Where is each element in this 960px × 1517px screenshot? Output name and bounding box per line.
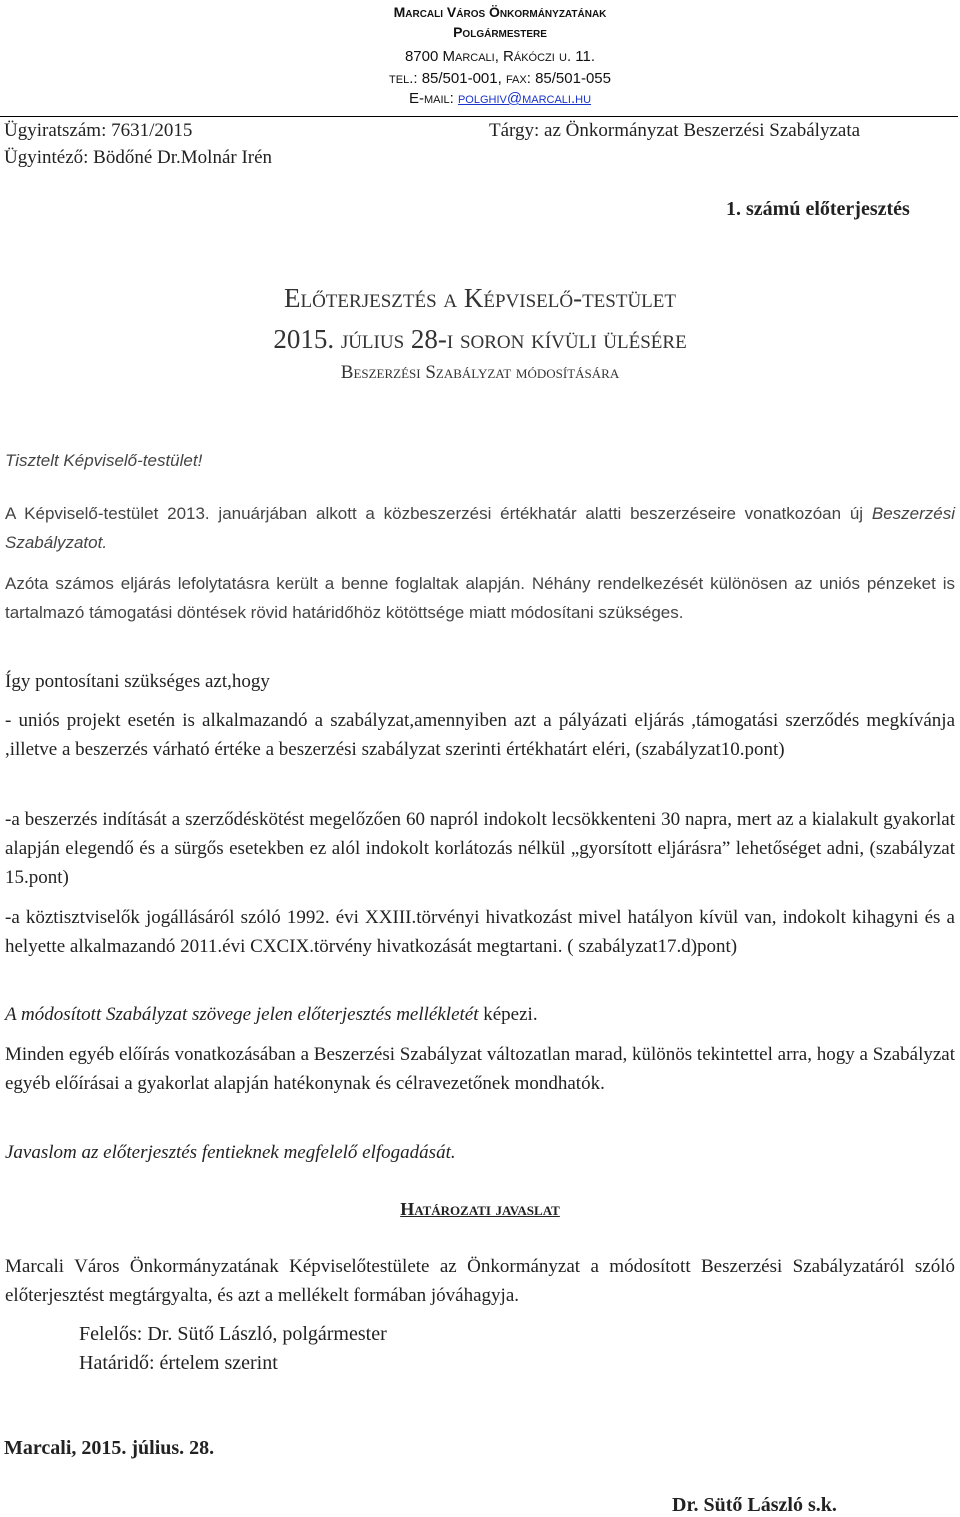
email-label: E-mail: xyxy=(408,90,458,107)
paragraph-1-text: A Képviselő-testület 2013. januárjában alkott a közbeszerzési értékhatár alatti beszerzéseire vonatkozóan új xyxy=(5,504,872,523)
letterhead-email-line xyxy=(300,90,700,107)
paragraph-8: Minden egyéb előírás vonatkozásában a Beszerzési Szabályzat változatlan marad, különös tekintettel arra, hogy a Szabályzat egyéb előírásai a gyakorlat alapján hatékonynak és célravezetőnek mondhatók. xyxy=(5,1044,955,1094)
letterhead-line2: Polgármestere xyxy=(453,24,547,40)
header-divider xyxy=(0,116,958,117)
resolution-text: Marcali Város Önkormányzatának Képviselőtestülete az Önkormányzat a módosított Beszerzési Szabályzatáról szóló előterjesztést megtárgyalta, és azt a mellékelt formában jóváhagyja. xyxy=(5,1256,955,1306)
subject: Tárgy: az Önkormányzat Beszerzési Szabályzata xyxy=(489,120,861,141)
signature: Dr. Sütő László s.k. xyxy=(672,1494,837,1516)
salutation: Tisztelt Képviselő-testület! xyxy=(5,451,203,470)
paragraph-6: -a köztisztviselők jogállásáról szóló 1992. évi XXIII.törvényi hivatkozást mivel hatályon kívül van, indokolt kihagyni és a helyette alkalmazandó 2011.évi CXCIX.törvény hivatkozását megtartani. ( szabályzat17.d)pont) xyxy=(5,907,955,957)
letterhead-contact: tel.: 85/501-001, fax: 85/501-055 xyxy=(389,70,611,87)
responsible: Felelős: Dr. Sütő László, polgármester xyxy=(79,1323,387,1345)
administrator: Ügyintéző: Bödőné Dr.Molnár Irén xyxy=(4,147,273,168)
title-line2: 2015. július 28-i soron kívüli ülésére xyxy=(273,324,687,354)
paragraph-7-italic: A módosított Szabályzat szövege jelen előterjesztés mellékletét xyxy=(5,1004,479,1025)
title-line1: Előterjesztés a Képviselő-testület xyxy=(283,283,676,313)
paragraph-5: -a beszerzés indítását a szerződéskötést megelőzően 60 napról indokolt lecsökkenteni 30 napra, mert az a kialakult gyakorlat alapján elegendő és a sürgős esetekben ez alól indokolt korlátozás nélkül „gyorsított eljárásra” lehetőséget adni, (szabályzat 15.pont) xyxy=(5,809,955,888)
email-link[interactable]: polghiv@marcali.hu xyxy=(457,90,592,107)
paragraph-1-italic: Beszerzési Szabályzatot. xyxy=(5,504,955,552)
deadline: Határidő: értelem szerint xyxy=(79,1352,278,1374)
paragraph-7-text: képezi. xyxy=(478,1004,538,1025)
proposal-number: 1. számú előterjesztés xyxy=(726,198,910,220)
paragraph-7 xyxy=(5,1000,955,1029)
paragraph-2: Azóta számos eljárás lefolytatásra került a benne foglaltak alapján. Néhány rendelkezését különösen az uniós pénzeket is tartalmazó támogatási döntések rövid határidőhöz kötöttsége miatt módosítani szükséges. xyxy=(5,574,955,622)
letterhead-address: 8700 Marcali, Rákóczi u. 11. xyxy=(404,48,596,65)
place-date: Marcali, 2015. július. 28. xyxy=(4,1437,215,1459)
paragraph-1 xyxy=(5,499,955,557)
paragraph-4: - uniós projekt esetén is alkalmazandó a szabályzat,amennyiben azt a pályázati eljárás ,támogatási szerződés megkívánja ,illetve a beszerzés várható értéke a beszerzési szabályzat szerinti értékhatárt eléri, (szabályzat10.pont) xyxy=(5,710,955,760)
resolution-heading: Határozati javaslat xyxy=(400,1199,560,1219)
title-line3: Beszerzési Szabályzat módosítására xyxy=(340,362,620,383)
paragraph-3: Így pontosítani szükséges azt,hogy xyxy=(5,671,270,692)
case-number: Ügyiratszám: 7631/2015 xyxy=(4,120,193,141)
paragraph-9: Javaslom az előterjesztés fentieknek megfelelő elfogadását. xyxy=(5,1142,456,1163)
letterhead-line1: Marcali Város Önkormányzatának xyxy=(393,4,607,20)
